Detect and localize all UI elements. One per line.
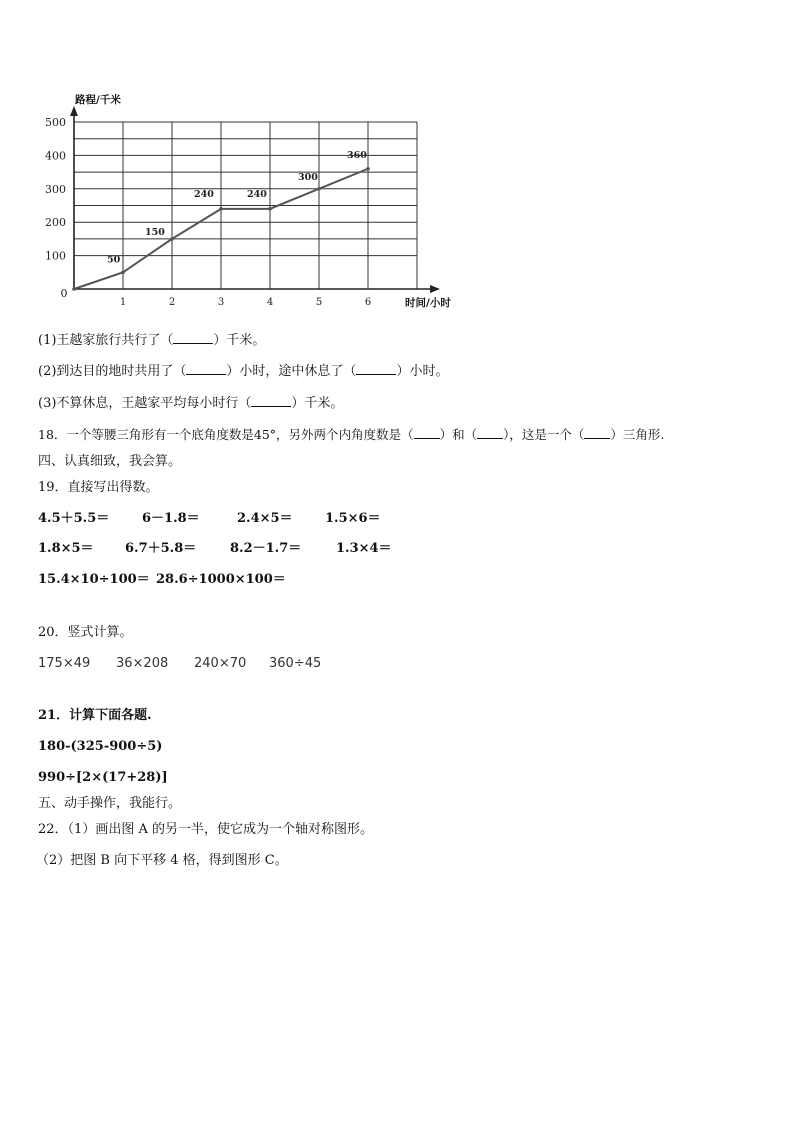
x-tick-label: 5 <box>315 297 323 308</box>
q19-item: 2.4×5＝ <box>237 511 293 526</box>
x-axis-arrow <box>430 285 440 293</box>
x-tick-label: 1 <box>119 297 127 308</box>
q18-text-d: ）三角形. <box>610 427 665 442</box>
y-tick-label: 400 <box>45 149 66 163</box>
data-point <box>268 207 272 211</box>
q19-item: 6－1.8＝ <box>142 511 200 526</box>
distance-time-line-chart <box>30 88 480 313</box>
x-axis-title: 时间/小时 <box>405 297 451 309</box>
data-point <box>121 271 125 275</box>
q18-text: 18．一个等腰三角形有一个底角度数是45°，另外两个内角度数是（ <box>38 427 414 442</box>
q19-item: 28.6÷1000×100＝ <box>156 572 286 587</box>
q19-title: 19．直接写出得数。 <box>38 480 159 495</box>
q19-item: 6.7＋5.8＝ <box>125 541 197 556</box>
data-label: 50 <box>107 254 121 266</box>
data-point <box>317 187 321 191</box>
data-label: 240 <box>194 188 214 200</box>
answer-blank[interactable] <box>584 438 610 439</box>
q21-item: 180-(325-900÷5) <box>38 739 163 754</box>
answer-blank[interactable] <box>356 374 396 375</box>
q19-item: 15.4×10÷100＝ <box>38 572 150 587</box>
q21-title: 21．计算下面各题. <box>38 708 152 723</box>
q2-text-end: ）小时。 <box>396 364 449 379</box>
x-tick-label: 6 <box>364 297 372 308</box>
q18-text-b: ）和（ <box>439 427 478 442</box>
x-tick-label: 3 <box>217 297 225 308</box>
q20-item: 240×70 <box>194 656 247 671</box>
origin-label: 0 <box>60 287 68 300</box>
data-label: 150 <box>145 226 165 238</box>
y-tick-label: 200 <box>45 216 66 230</box>
data-point <box>366 167 370 171</box>
q2-text-mid: ）小时，途中休息了（ <box>226 364 357 379</box>
q2-text: (2)到达目的地时共用了（ <box>38 364 187 379</box>
y-axis-arrow <box>70 106 78 116</box>
answer-blank[interactable] <box>186 374 226 375</box>
question-18 <box>38 427 664 443</box>
q20-item: 175×49 <box>38 656 91 671</box>
q19-item: 4.5＋5.5＝ <box>38 511 110 526</box>
chart-grid <box>74 122 417 289</box>
data-label: 240 <box>247 188 267 200</box>
y-tick-label: 300 <box>45 182 66 196</box>
q1-text-end: ）千米。 <box>213 333 266 348</box>
q20-title: 20．竖式计算。 <box>38 625 133 640</box>
q1-text: (1)王越家旅行共行了（ <box>38 333 174 348</box>
q3-text: (3)不算休息，王越家平均每小时行（ <box>38 396 252 411</box>
q19-item: 1.8×5＝ <box>38 541 94 556</box>
question-1 <box>38 333 265 349</box>
section-5-heading: 五、动手操作，我能行。 <box>38 796 182 811</box>
q3-text-end: ）千米。 <box>291 396 344 411</box>
q19-item: 1.5×6＝ <box>325 511 381 526</box>
q19-item: 1.3×4＝ <box>336 541 392 556</box>
data-point <box>219 207 223 211</box>
question-3 <box>38 396 343 412</box>
data-label: 360 <box>347 149 367 161</box>
q20-item: 360÷45 <box>269 656 322 671</box>
section-4-heading: 四、认真细致，我会算。 <box>38 454 182 469</box>
y-axis-title: 路程/千米 <box>75 94 121 106</box>
q20-item: 36×208 <box>116 656 169 671</box>
x-tick-label: 2 <box>168 297 176 308</box>
data-label: 300 <box>298 171 318 183</box>
q18-text-c: ），这是一个（ <box>503 427 585 442</box>
answer-blank[interactable] <box>251 406 291 407</box>
q22-title: 22．（1）画出图 A 的另一半，使它成为一个轴对称图形。 <box>38 822 373 837</box>
data-point <box>72 287 76 291</box>
answer-blank[interactable] <box>477 438 503 439</box>
answer-blank[interactable] <box>173 343 213 344</box>
q21-item: 990÷[2×(17+28)] <box>38 770 168 785</box>
q19-item: 8.2－1.7＝ <box>230 541 302 556</box>
question-2 <box>38 364 448 380</box>
q22-sub-2: （2）把图 B 向下平移 4 格，得到图形 C。 <box>36 853 288 868</box>
y-tick-label: 100 <box>45 249 66 263</box>
y-tick-label: 500 <box>45 116 66 129</box>
chart-labels <box>45 93 451 309</box>
data-point <box>170 237 174 241</box>
x-tick-label: 4 <box>266 297 274 308</box>
answer-blank[interactable] <box>414 438 440 439</box>
